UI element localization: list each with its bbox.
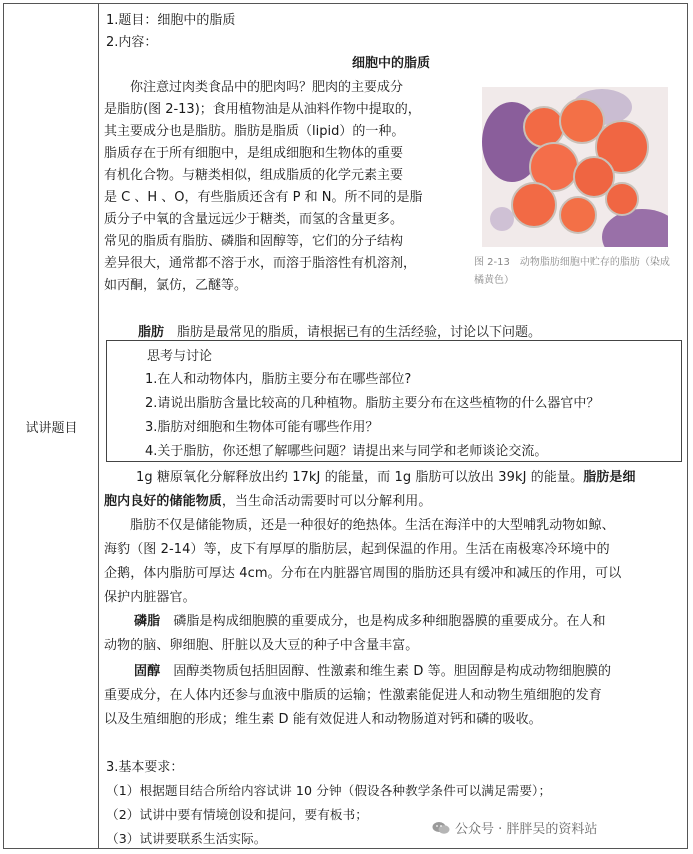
fat-term: 脂肪 — [138, 325, 165, 340]
discussion-box — [106, 340, 682, 462]
sterol-line: 以及生殖细胞的形成；维生素 D 能有效促进人和动物肠道对钙和磷的吸收。 — [104, 712, 542, 727]
fat-paragraph — [138, 321, 541, 340]
phospholipid-line: 动物的脑、卵细胞、肝脏以及大豆的种子中含量丰富。 — [104, 638, 419, 653]
discussion-item: 4.关于脂肪，你还想了解哪些问题？请提出来与同学和老师谈论交流。 — [145, 444, 548, 459]
content-cell — [104, 4, 686, 848]
wechat-icon — [432, 821, 450, 835]
watermark — [432, 818, 597, 837]
intro-line: 差异很大，通常都不溶于水，而溶于脂溶性有机溶剂， — [104, 256, 417, 271]
insulation-line: 保护内脏器官。 — [104, 590, 196, 605]
figure-caption: 图 2-13 动物脂肪细胞中贮存的脂肪（染成橘黄色） — [474, 257, 670, 286]
requirement-item: （1）根据题目结合所给内容试讲 10 分钟（假设各种教学条件可以满足需要）； — [106, 783, 552, 798]
exam-table — [3, 3, 688, 849]
discussion-title: 思考与讨论 — [147, 349, 213, 364]
intro-line: 脂质存在于所有细胞中，是组成细胞和生物体的重要 — [104, 146, 404, 161]
intro-line: 是 C 、H 、O，有些脂质还含有 P 和 N。所不同的是脂 — [104, 190, 423, 205]
sterol-term: 固醇 — [134, 664, 161, 679]
fat-text: 脂肪是最常见的脂质，请根据已有的生活经验，讨论以下问题。 — [177, 325, 542, 340]
discussion-item: 2.请说出脂肪含量比较高的几种植物。脂肪主要分布在这些植物的什么器官中？ — [145, 396, 600, 411]
sterol-line — [134, 660, 611, 679]
phospholipid-line — [134, 610, 606, 629]
energy-emphasis: 脂肪是细 — [583, 470, 636, 485]
intro-line: 你注意过肉类食品中的肥肉吗？肥肉的主要成分 — [130, 80, 404, 95]
intro-line: 其主要成分也是脂肪。脂肪是脂质（lipid）的一种。 — [104, 124, 405, 139]
energy-emphasis: 胞内良好的储能物质 — [104, 494, 222, 509]
watermark-text: 公众号 · 胖胖吴的资料站 — [455, 822, 598, 837]
topic-line: 1.题目：细胞中的脂质 — [106, 13, 236, 28]
insulation-line: 脂肪不仅是储能物质，还是一种很好的绝热体。生活在海洋中的大型哺乳动物如鲸、 — [130, 518, 615, 533]
insulation-line: 企鹅，体内脂肪可厚达 4cm。分布在内脏器官周围的脂肪还具有缓冲和减压的作用，可以 — [104, 566, 622, 581]
intro-line: 常见的脂质有脂肪、磷脂和固醇等，它们的分子结构 — [104, 234, 404, 249]
discussion-item: 1.在人和动物体内，脂肪主要分布在哪些部位? — [145, 372, 412, 387]
intro-line: 质分子中氧的含量远远少于糖类，而氢的含量更多。 — [104, 212, 404, 227]
energy-text: ，当生命活动需要时可以分解利用。 — [221, 494, 432, 509]
insulation-line: 海豹（图 2-14）等，皮下有厚厚的脂肪层，起到保温的作用。生活在南极寒冷环境中的 — [104, 542, 610, 557]
fat-cell-micrograph — [482, 87, 668, 247]
sterol-line: 重要成分，在人体内还参与血液中脂质的运输；性激素能促进人和动物生殖细胞的发育 — [104, 688, 602, 703]
energy-line — [136, 466, 636, 485]
label-cell — [4, 4, 99, 848]
requirements-label: 3.基本要求： — [106, 760, 184, 775]
requirement-item: （2）试讲中要有情境创设和提问，要有板书； — [106, 807, 368, 822]
sterol-text: 固醇类物质包括胆固醇、性激素和维生素 D 等。胆固醇是构成动物细胞膜的 — [173, 664, 612, 679]
energy-text: 1g 糖原氧化分解释放出约 17kJ 的能量，而 1g 脂肪可以放出 39kJ 的能量。 — [136, 470, 584, 485]
requirement-item: （3）试讲要联系生活实际。 — [106, 831, 267, 846]
row-label: 试讲题目 — [25, 421, 78, 436]
intro-line: 如丙酮，氯仿，乙醚等。 — [104, 278, 248, 293]
article-heading: 细胞中的脂质 — [352, 56, 431, 71]
phospholipid-term: 磷脂 — [134, 614, 161, 629]
intro-line: 有机化合物。与糖类相似，组成脂质的化学元素主要 — [104, 168, 404, 183]
energy-line — [104, 490, 432, 509]
phospholipid-text: 磷脂是构成细胞膜的重要成分，也是构成多种细胞器膜的重要成分。在人和 — [173, 614, 606, 629]
intro-line: 是脂肪(图 2-13)；食用植物油是从油料作物中提取的， — [104, 102, 421, 117]
content-label: 2.内容： — [106, 35, 158, 50]
discussion-item: 3.脂肪对细胞和生物体可能有哪些作用？ — [145, 420, 379, 435]
